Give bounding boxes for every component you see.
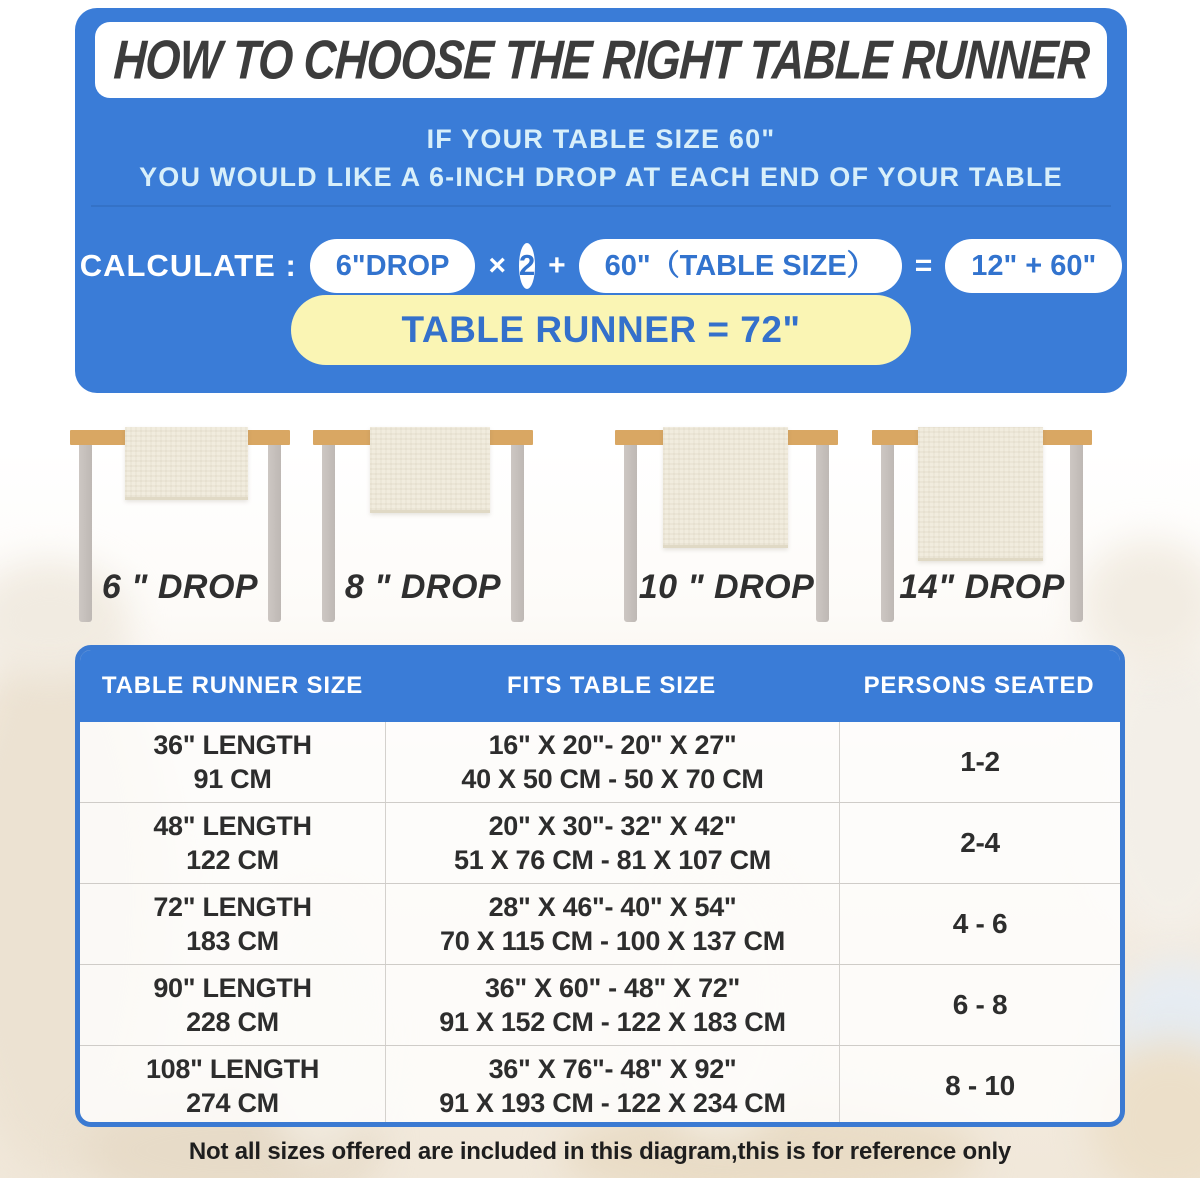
runner-size-cm: 122 CM: [186, 845, 279, 875]
result-pill: [291, 295, 911, 365]
runner-size-inches: 90" LENGTH: [153, 973, 312, 1003]
sum-pill: 12" + 60": [945, 239, 1122, 293]
page-title: HOW TO CHOOSE THE RIGHT TABLE RUNNER: [111, 28, 1091, 91]
runner-size-inches: 72" LENGTH: [153, 892, 312, 922]
runner-cloth: [125, 427, 248, 500]
fits-size-cm: 91 X 193 CM - 122 X 234 CM: [439, 1088, 786, 1118]
drop-pill: 6"DROP: [310, 239, 476, 293]
fits-size-cm: 40 X 50 CM - 50 X 70 CM: [461, 764, 764, 794]
table-row: [80, 1045, 1120, 1126]
equals-operator: =: [914, 249, 933, 282]
table-row: [80, 802, 1120, 883]
subtitle-line-2: YOU WOULD LIKE A 6-INCH DROP AT EACH END OF YOUR TABLE: [139, 162, 1063, 192]
header-cell-runner-size: TABLE RUNNER SIZE: [101, 672, 364, 699]
persons-seated: 1-2: [960, 746, 1000, 777]
fits-size-inches: 28" X 46"- 40" X 54": [488, 892, 737, 922]
times-operator: ×: [488, 249, 506, 282]
runner-size-inches: 36" LENGTH: [153, 730, 312, 760]
header-panel: [75, 8, 1127, 393]
size-chart: [75, 645, 1125, 1127]
drop-label: 14" DROP: [899, 568, 1065, 606]
footer-note: Not all sizes offered are included in this diagram,this is for reference only: [188, 1138, 1012, 1165]
runner-size-cm: 274 CM: [186, 1088, 279, 1118]
header-cell-fits-table-size: FITS TABLE SIZE: [507, 672, 716, 699]
fits-size-inches: 36" X 76"- 48" X 92": [488, 1054, 737, 1084]
runner-cloth: [663, 427, 788, 548]
runner-size-inches: 48" LENGTH: [153, 811, 312, 841]
table-size-pill: 60"（TABLE SIZE）: [579, 239, 902, 293]
fits-size-cm: 51 X 76 CM - 81 X 107 CM: [454, 845, 771, 875]
subtitle-line-1: IF YOUR TABLE SIZE 60": [426, 124, 776, 154]
calc-label: CALCULATE :: [79, 248, 297, 283]
persons-seated: 8 - 10: [945, 1070, 1015, 1101]
multiplier-badge: 2: [519, 243, 535, 289]
drop-label: 10 " DROP: [638, 568, 815, 606]
drop-figure-10in: [615, 430, 838, 635]
table-row: [80, 964, 1120, 1045]
header-cell-persons-seated: PERSONS SEATED: [863, 672, 1095, 699]
runner-size-cm: 183 CM: [186, 926, 279, 956]
panel-divider: [91, 205, 1111, 207]
plus-operator: +: [548, 249, 566, 282]
calculation-row: [79, 238, 1113, 294]
drop-label: 6 " DROP: [101, 568, 259, 606]
runner-size-inches: 108" LENGTH: [145, 1054, 320, 1084]
size-chart-body: [80, 722, 1120, 1126]
fits-size-cm: 70 X 115 CM - 100 X 137 CM: [440, 926, 785, 956]
runner-size-cm: 91 CM: [193, 764, 272, 794]
persons-seated: 2-4: [960, 827, 1000, 858]
runner-cloth: [918, 427, 1043, 561]
table-row: [80, 722, 1120, 802]
result-text: TABLE RUNNER = 72": [401, 309, 801, 350]
fits-size-cm: 91 X 152 CM - 122 X 183 CM: [439, 1007, 786, 1037]
fits-size-inches: 36" X 60" - 48" X 72": [484, 973, 741, 1003]
drop-figure-8in: [313, 430, 533, 635]
persons-seated: 6 - 8: [952, 989, 1008, 1020]
fits-size-inches: 20" X 30"- 32" X 42": [488, 811, 737, 841]
persons-seated: 4 - 6: [952, 908, 1008, 939]
drop-figure-6in: [70, 430, 290, 635]
runner-cloth: [370, 427, 490, 513]
drop-figure-14in: [872, 430, 1092, 635]
size-chart-header: [80, 650, 1120, 722]
fits-size-inches: 16" X 20"- 20" X 27": [488, 730, 737, 760]
table-row: [80, 883, 1120, 964]
title-banner: [95, 22, 1107, 98]
runner-size-cm: 228 CM: [186, 1007, 279, 1037]
drop-label: 8 " DROP: [344, 568, 502, 606]
